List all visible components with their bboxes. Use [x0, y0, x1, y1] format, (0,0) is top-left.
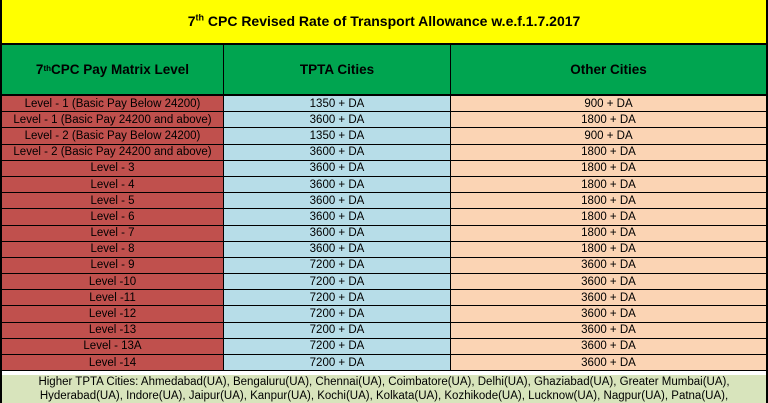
- table-row: [2, 145, 766, 161]
- tpta-rate-cell: 3600 + DA: [224, 242, 451, 257]
- other-rate-cell: 3600 + DA: [451, 274, 766, 289]
- header-pay-matrix-level: 7 $^{th}$ CPC Pay Matrix Level: [2, 45, 224, 94]
- tpta-rate-cell: 3600 + DA: [224, 209, 451, 224]
- pay-level-cell: Level - 7: [2, 226, 224, 241]
- table-row: [2, 242, 766, 258]
- pay-level-cell: Level - 3: [2, 161, 224, 176]
- other-rate-cell: 900 + DA: [451, 128, 766, 143]
- pay-level-cell: Level - 5: [2, 193, 224, 208]
- tpta-rate-cell: 7200 + DA: [224, 355, 451, 370]
- title-text: CPC Revised Rate of Transport Allowance w.e.f.1.7.2017: [203, 13, 581, 29]
- tpta-rate-cell: 3600 + DA: [224, 193, 451, 208]
- other-rate-cell: 1800 + DA: [451, 161, 766, 176]
- other-rate-cell: 3600 + DA: [451, 339, 766, 354]
- pay-level-cell: Level - 1 (Basic Pay Below 24200): [2, 96, 224, 111]
- tpta-rate-cell: 7200 + DA: [224, 290, 451, 305]
- table-header: [2, 45, 766, 96]
- tpta-rate-cell: 3600 + DA: [224, 112, 451, 127]
- table-row: [2, 226, 766, 242]
- table-row: [2, 112, 766, 128]
- tpta-rate-cell: 7200 + DA: [224, 258, 451, 273]
- tpta-rate-cell: 1350 + DA: [224, 128, 451, 143]
- table-row: [2, 306, 766, 322]
- pay-level-cell: Level - 2 (Basic Pay 24200 and above): [2, 145, 224, 160]
- pay-level-cell: Level - 13A: [2, 339, 224, 354]
- table-body: [2, 96, 766, 371]
- table-row: [2, 290, 766, 306]
- other-rate-cell: 1800 + DA: [451, 242, 766, 257]
- table-row: [2, 274, 766, 290]
- tpta-rate-cell: 7200 + DA: [224, 339, 451, 354]
- pay-level-cell: Level - 9: [2, 258, 224, 273]
- table-row: [2, 96, 766, 112]
- pay-level-cell: Level - 8: [2, 242, 224, 257]
- tpta-rate-cell: 1350 + DA: [224, 96, 451, 111]
- title-sup: th: [195, 12, 204, 23]
- tpta-rate-cell: 3600 + DA: [224, 177, 451, 192]
- tpta-rate-cell: 3600 + DA: [224, 161, 451, 176]
- header-tpta-cities: TPTA Cities: [224, 45, 451, 94]
- other-rate-cell: 3600 + DA: [451, 323, 766, 338]
- other-rate-cell: 1800 + DA: [451, 112, 766, 127]
- title-prefix: 7: [187, 13, 196, 29]
- tpta-rate-cell: 7200 + DA: [224, 323, 451, 338]
- other-rate-cell: 3600 + DA: [451, 355, 766, 370]
- pay-level-cell: Level -11: [2, 290, 224, 305]
- table-row: [2, 177, 766, 193]
- pay-level-cell: Level -10: [2, 274, 224, 289]
- other-rate-cell: 1800 + DA: [451, 145, 766, 160]
- tpta-rate-cell: 7200 + DA: [224, 274, 451, 289]
- table-row: [2, 339, 766, 355]
- tpta-rate-cell: 3600 + DA: [224, 145, 451, 160]
- other-rate-cell: 1800 + DA: [451, 177, 766, 192]
- header-col1-text: CPC Pay Matrix Level: [51, 62, 190, 77]
- tpta-cities-note: [2, 375, 766, 403]
- table-row: [2, 161, 766, 177]
- table-row: [2, 323, 766, 339]
- pay-level-cell: Level - 1 (Basic Pay 24200 and above): [2, 112, 224, 127]
- other-rate-cell: 1800 + DA: [451, 226, 766, 241]
- page-title: [2, 0, 766, 45]
- pay-level-cell: Level - 6: [2, 209, 224, 224]
- pay-level-cell: Level -14: [2, 355, 224, 370]
- table-row: [2, 258, 766, 274]
- pay-level-cell: Level - 2 (Basic Pay Below 24200): [2, 128, 224, 143]
- table-row: [2, 355, 766, 371]
- note-line-2: Hyderabad(UA), Indore(UA), Jaipur(UA), Kanpur(UA), Kochi(UA), Kolkata(UA), Kozhikode(UA), Lucknow(UA), Nagpur(UA), Patna(UA),: [39, 390, 729, 402]
- other-rate-cell: 3600 + DA: [451, 306, 766, 321]
- header-other-cities: Other Cities: [451, 45, 766, 94]
- table-row: [2, 193, 766, 209]
- pay-level-cell: Level - 4: [2, 177, 224, 192]
- other-rate-cell: 1800 + DA: [451, 209, 766, 224]
- other-rate-cell: 1800 + DA: [451, 193, 766, 208]
- other-rate-cell: 3600 + DA: [451, 258, 766, 273]
- pay-level-cell: Level -12: [2, 306, 224, 321]
- pay-level-cell: Level -13: [2, 323, 224, 338]
- other-rate-cell: 3600 + DA: [451, 290, 766, 305]
- table-row: [2, 209, 766, 225]
- table-row: [2, 128, 766, 144]
- note-line-1: Higher TPTA Cities: Ahmedabad(UA), Bengaluru(UA), Chennai(UA), Coimbatore(UA), Delhi(UA), Ghaziabad(UA), Greater Mumbai(UA),: [38, 376, 730, 388]
- tpta-rate-cell: 7200 + DA: [224, 306, 451, 321]
- header-col1-prefix: 7: [35, 62, 44, 77]
- tpta-rate-cell: 3600 + DA: [224, 226, 451, 241]
- other-rate-cell: 900 + DA: [451, 96, 766, 111]
